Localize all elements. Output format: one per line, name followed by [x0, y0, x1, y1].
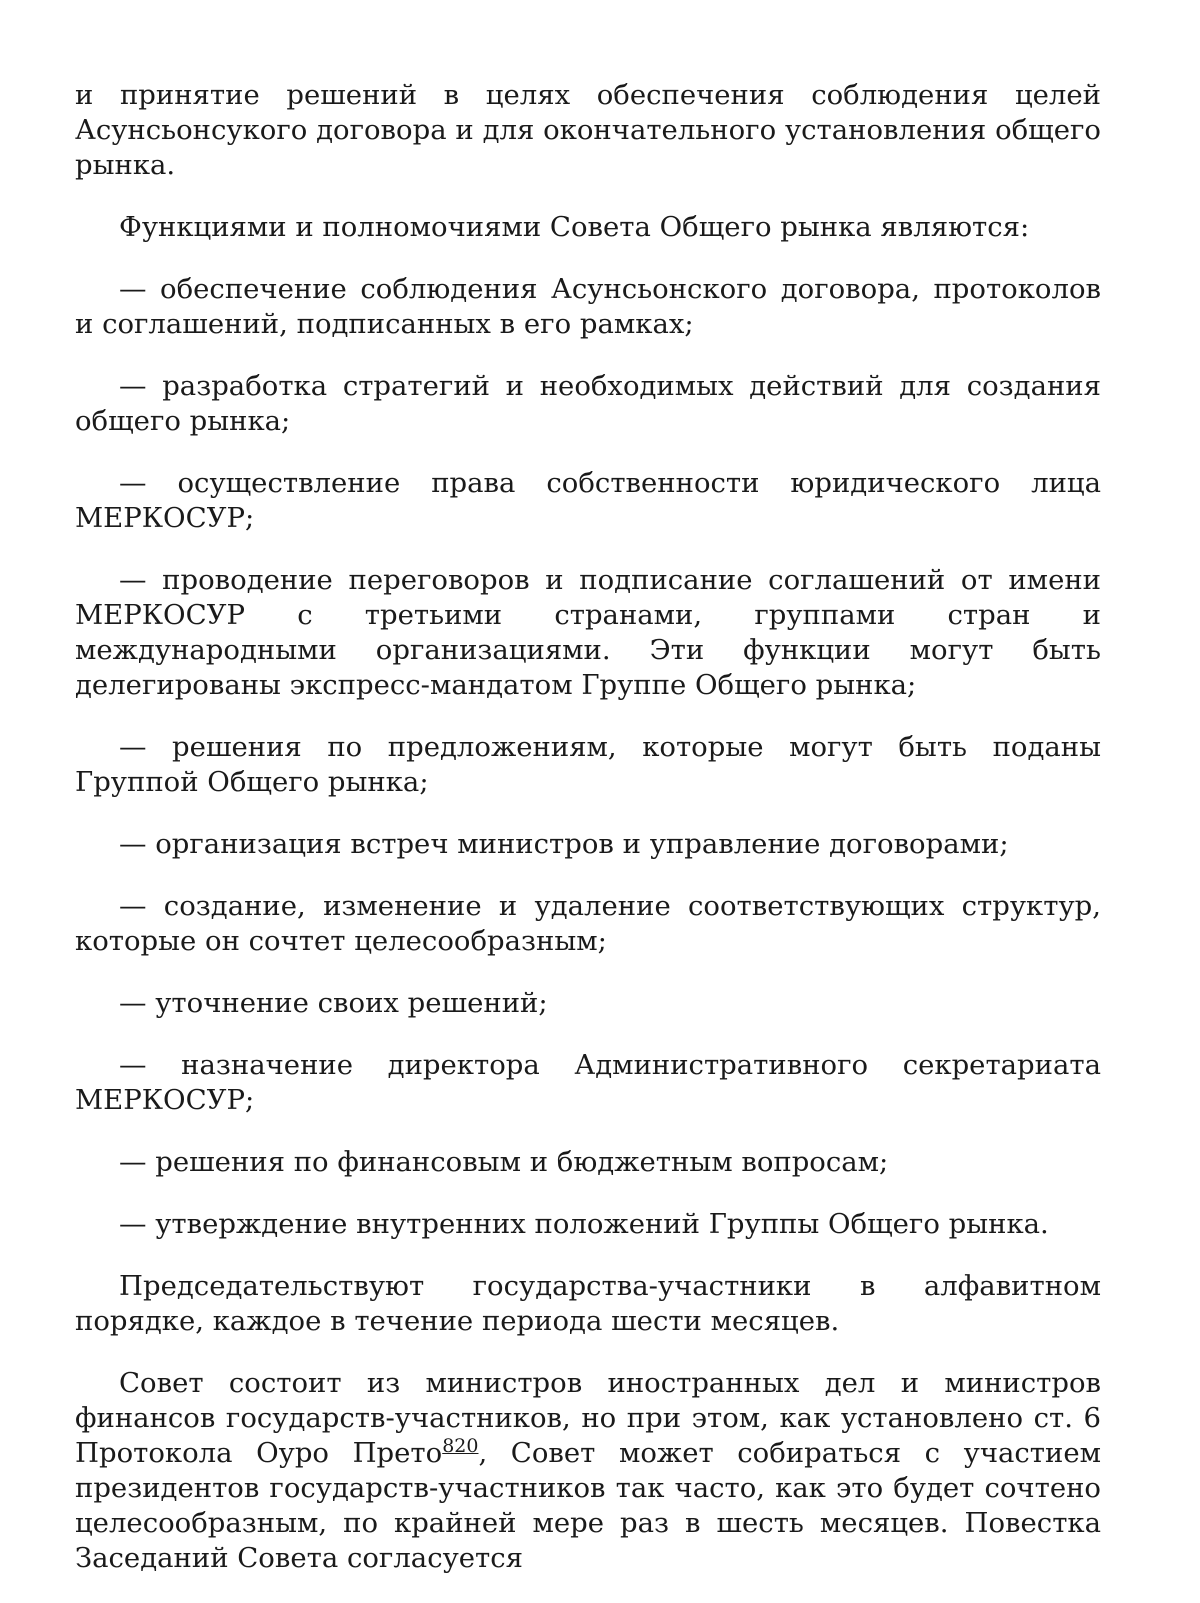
list-item-function: — уточнение своих решений;: [119, 987, 548, 1019]
footnote-reference-link[interactable]: 820: [442, 1435, 479, 1457]
list-item-function: — организация встреч министров и управление договорами;: [119, 828, 1009, 860]
paragraph-intro: и принятие решений в целях обеспечения соблюдения целей Асунсьонсукого договора и для окончательного установления общего рынка.: [75, 79, 1101, 181]
list-item-function: — проводение переговоров и подписание соглашений от имени МЕРКОСУР с третьими странами, группами стран и международными организациями. Эти функции могут быть делегированы экспресс-мандатом Группе Общего рынка;: [75, 564, 1101, 701]
paragraph-council-composition: [75, 1366, 1101, 1576]
paragraph-presidency: Председательствуют государства-участники в алфавитном порядке, каждое в течение периода шести месяцев.: [75, 1270, 1101, 1337]
list-item-function: — обеспечение соблюдения Асунсьонского договора, протоколов и соглашений, подписанных в его рамках;: [75, 273, 1101, 340]
list-item-function: — решения по финансовым и бюджетным вопросам;: [119, 1146, 889, 1178]
document-page: [75, 78, 1101, 1603]
list-item-function: — разработка стратегий и необходимых действий для создания общего рынка;: [75, 370, 1101, 437]
list-item-function: — утверждение внутренних положений Группы Общего рынка.: [119, 1208, 1049, 1240]
list-item-function: — решения по предложениям, которые могут быть поданы Группой Общего рынка;: [75, 731, 1101, 798]
paragraph-functions-heading: Функциями и полномочиями Совета Общего рынка являются:: [119, 211, 1030, 243]
list-item-function: — создание, изменение и удаление соответствующих структур, которые он сочтет целесообразным;: [75, 890, 1101, 957]
list-item-function: — назначение директора Административного секретариата МЕРКОСУР;: [75, 1049, 1101, 1116]
council-text-before-ref: Совет состоит из министров иностранных дел и министров финансов государств-участников, но при этом, как установлено ст. 6 Протокола Оуро Прето: [75, 1367, 1101, 1469]
council-text-after-ref: , Совет может собираться с участием президентов государств-участников так часто, как это будет сочтено целесообразным, по крайней мере раз в шесть месяцев. Повестка Заседаний Совета согласуется: [75, 1437, 1101, 1574]
list-item-function: — осуществление права собственности юридического лица МЕРКОСУР;: [75, 467, 1101, 534]
